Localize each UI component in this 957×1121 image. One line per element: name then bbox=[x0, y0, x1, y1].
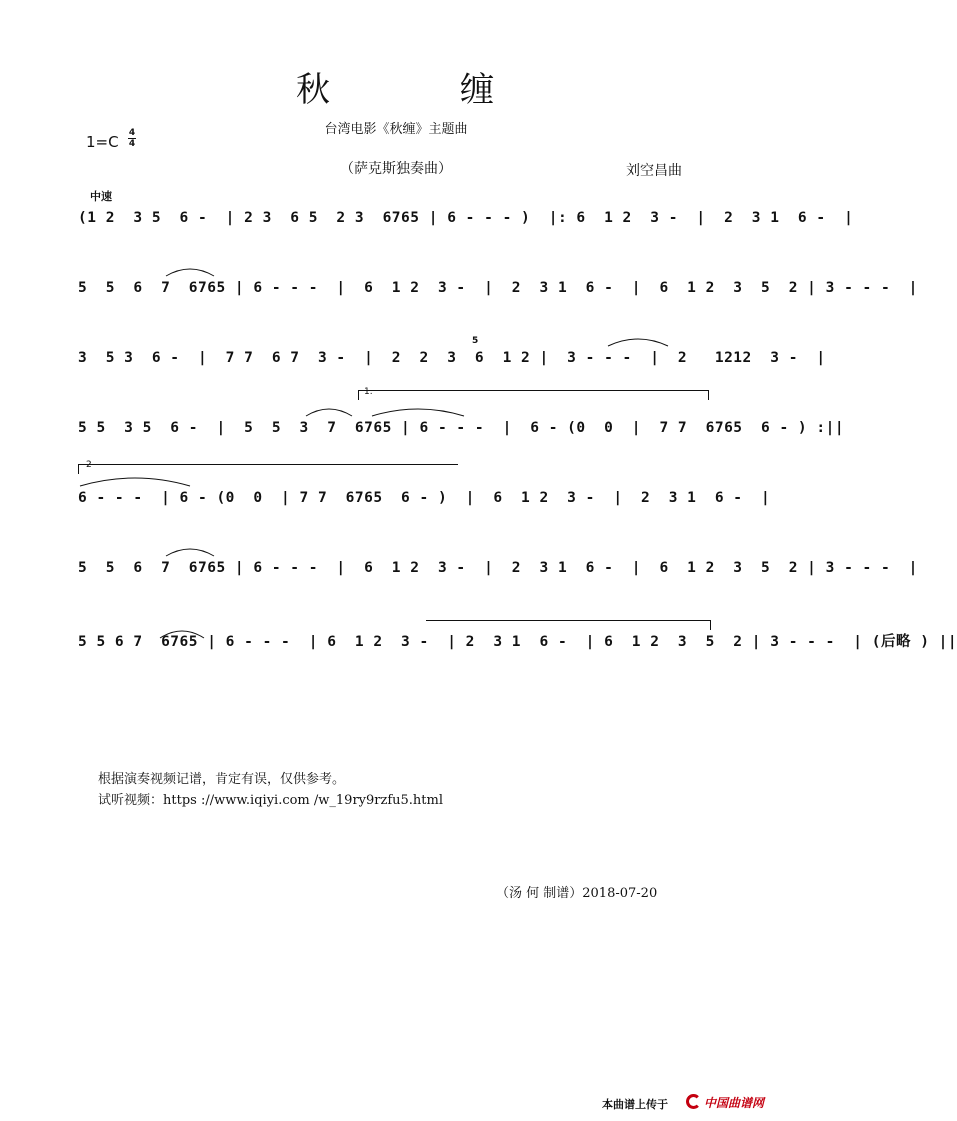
site-logo[interactable] bbox=[686, 1093, 782, 1111]
score-row-5 bbox=[78, 460, 771, 540]
score-row-1 bbox=[78, 200, 854, 260]
time-top: 4 bbox=[128, 128, 136, 138]
grace-note: 5 bbox=[472, 336, 479, 346]
title-char-1: 秋 bbox=[296, 70, 332, 110]
slur-arc bbox=[164, 544, 216, 558]
logo-icon bbox=[686, 1094, 701, 1109]
first-ending-label: 1. bbox=[364, 387, 373, 397]
score-line: 5 5 6 7 6765 | 6 - - - | 6 1 2 3 - | 2 3 1 6 - | 6 1 2 3 5 2 | 3 - - - | (后略 ) || bbox=[78, 634, 957, 650]
tempo-marking: 中速 bbox=[90, 190, 112, 203]
score-row-3 bbox=[78, 336, 826, 400]
score-line: 3 5 3 6 - | 7 7 6 7 3 - | 2 2 3 6 1 2 | 3 - - - | 2 1212 3 - | bbox=[78, 350, 826, 366]
transcriber-credit: （汤 何 制谱）2018-07-20 bbox=[496, 886, 658, 901]
score-line: 5 5 6 7 6765 | 6 - - - | 6 1 2 3 - | 2 3 1 6 - | 6 1 2 3 5 2 | 3 - - - | bbox=[78, 560, 918, 576]
slur-arc bbox=[164, 264, 216, 278]
composer: 刘空昌曲 bbox=[626, 163, 682, 179]
video-link[interactable]: 试听视频：https ://www.iqiyi.com /w_19ry9rzfu5.html bbox=[98, 793, 444, 808]
slur-arc bbox=[304, 404, 354, 418]
score-line: 5 5 6 7 6765 | 6 - - - | 6 1 2 3 - | 2 3 1 6 - | 6 1 2 3 5 2 | 3 - - - | bbox=[78, 280, 918, 296]
score-row-2 bbox=[78, 270, 918, 330]
tie-arc bbox=[370, 404, 466, 418]
score-line: 6 - - - | 6 - (0 0 | 7 7 6765 6 - ) | 6 1 2 3 - | 2 3 1 6 - | bbox=[78, 490, 771, 506]
logo-text: 中国曲谱网 bbox=[704, 1096, 765, 1110]
subtitle: 台湾电影《秋缠》主题曲 bbox=[324, 122, 468, 137]
transcription-note: 根据演奏视频记谱，肯定有误，仅供参考。 bbox=[98, 772, 346, 787]
slur-arc bbox=[606, 334, 670, 348]
score-row-4 bbox=[78, 387, 845, 470]
overline bbox=[426, 620, 710, 621]
instrument-note: （萨克斯独奏曲） bbox=[340, 161, 452, 177]
time-bottom: 4 bbox=[128, 139, 136, 149]
upload-text: 本曲谱上传于 bbox=[602, 1098, 668, 1111]
second-ending-bracket bbox=[78, 464, 458, 465]
key-signature: 1=C bbox=[86, 133, 119, 151]
title-char-2: 缠 bbox=[460, 70, 496, 110]
first-ending-bracket bbox=[358, 390, 708, 391]
second-ending-label: 2 bbox=[86, 460, 92, 470]
score-line: (1 2 3 5 6 - | 2 3 6 5 2 3 6765 | 6 - - - ) |: 6 1 2 3 - | 2 3 1 6 - | bbox=[78, 210, 854, 226]
time-signature bbox=[128, 128, 136, 149]
score-row-7 bbox=[78, 620, 957, 680]
tie-arc bbox=[78, 474, 192, 488]
score-line: 5 5 3 5 6 - | 5 5 3 7 6765 | 6 - - - | 6 - (0 0 | 7 7 6765 6 - ) :|| bbox=[78, 420, 845, 436]
score-row-6 bbox=[78, 550, 918, 610]
